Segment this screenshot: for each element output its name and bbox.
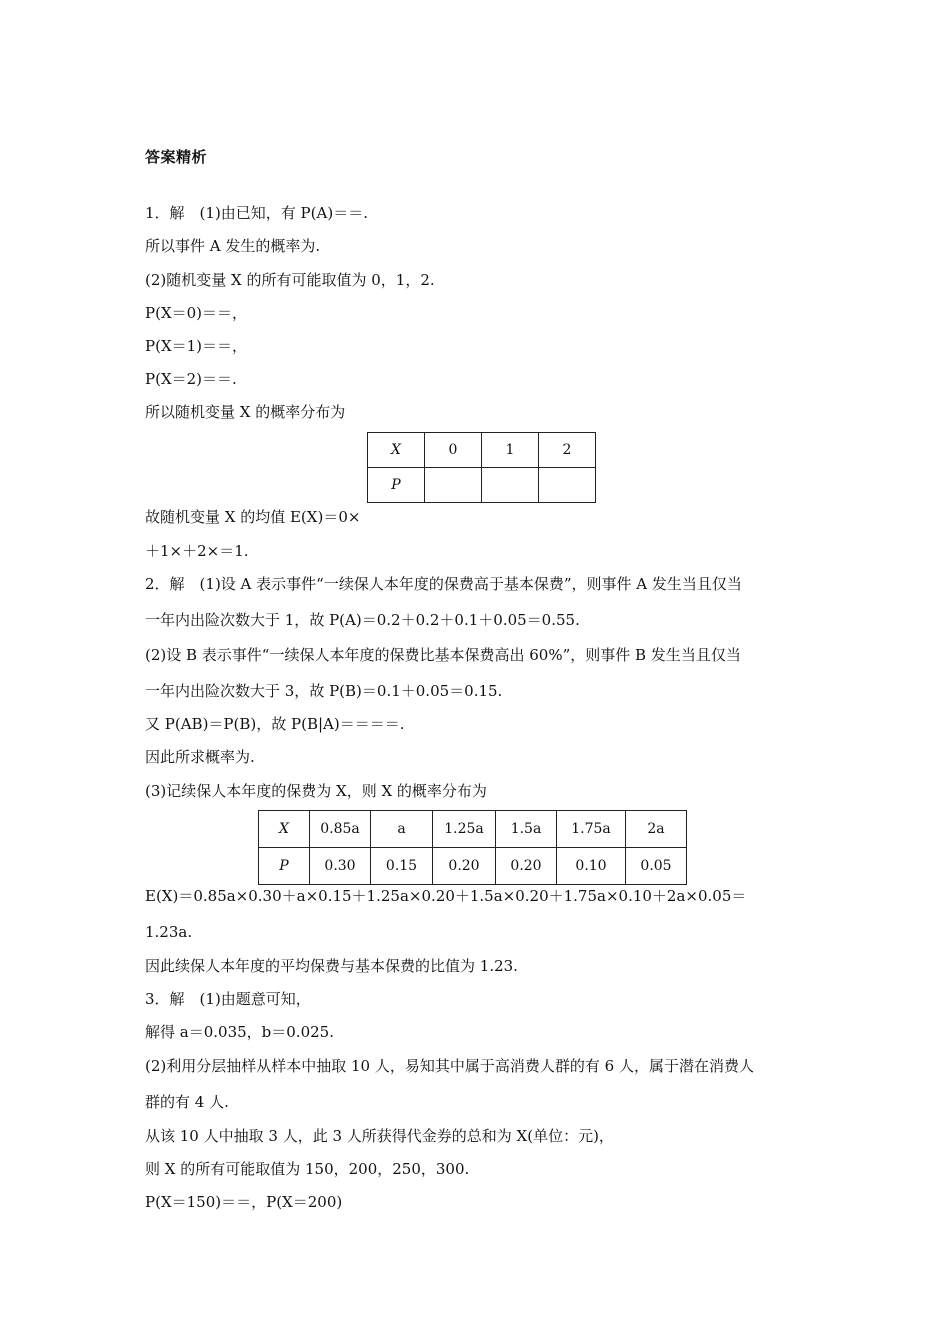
table-cell: 1.75a bbox=[557, 811, 626, 848]
text-line: 从该 10 人中抽取 3 人，此 3 人所获得代金券的总和为 X(单位：元)， bbox=[145, 1127, 614, 1145]
table-cell: 2 bbox=[539, 433, 596, 468]
table-cell: 0.05 bbox=[626, 848, 687, 885]
text-line: ＋1×＋2×＝1. bbox=[145, 542, 249, 560]
table-cell: 1.5a bbox=[496, 811, 557, 848]
table-cell: P bbox=[259, 848, 310, 885]
table-cell: 1.25a bbox=[433, 811, 496, 848]
table-cell: 0.10 bbox=[557, 848, 626, 885]
table-cell bbox=[539, 468, 596, 503]
table-cell: P bbox=[368, 468, 425, 503]
table-cell: 0 bbox=[425, 433, 482, 468]
text-line: 故随机变量 X 的均值 E(X)＝0× bbox=[145, 508, 361, 526]
table-cell: 0.20 bbox=[433, 848, 496, 885]
table-cell bbox=[482, 468, 539, 503]
text-line: 群的有 4 人. bbox=[145, 1093, 229, 1111]
table-row bbox=[368, 468, 596, 503]
table-cell bbox=[425, 468, 482, 503]
table-cell: 0.20 bbox=[496, 848, 557, 885]
text-line: (2)随机变量 X 的所有可能取值为 0，1，2. bbox=[145, 271, 435, 289]
text-line: 一年内出险次数大于 1，故 P(A)＝0.2＋0.2＋0.1＋0.05＝0.55. bbox=[145, 611, 580, 629]
table-cell: X bbox=[259, 811, 310, 848]
table-cell: 1 bbox=[482, 433, 539, 468]
text-line: 解得 a＝0.035，b＝0.025. bbox=[145, 1023, 334, 1041]
text-line: 一年内出险次数大于 3，故 P(B)＝0.1＋0.05＝0.15. bbox=[145, 682, 503, 700]
text-line: 3．解 (1)由题意可知， bbox=[145, 990, 311, 1008]
text-line: P(X＝150)＝＝，P(X＝200) bbox=[145, 1193, 343, 1211]
section-heading: 答案精析 bbox=[145, 148, 208, 166]
text-line: (2)利用分层抽样从样本中抽取 10 人，易知其中属于高消费人群的有 6 人，属于潜在消费人 bbox=[145, 1057, 754, 1075]
table-cell: X bbox=[368, 433, 425, 468]
table-cell: 0.85a bbox=[310, 811, 371, 848]
text-line: 所以随机变量 X 的概率分布为 bbox=[145, 403, 346, 421]
text-line: P(X＝1)＝＝， bbox=[145, 337, 248, 355]
text-line: 2．解 (1)设 A 表示事件“一续保人本年度的保费高于基本保费”，则事件 A 发生当且仅当 bbox=[145, 575, 742, 593]
text-line: 1.23a. bbox=[145, 923, 193, 941]
table-row bbox=[259, 848, 687, 885]
table-cell: 2a bbox=[626, 811, 687, 848]
table-cell: a bbox=[371, 811, 433, 848]
text-line: 因此续保人本年度的平均保费与基本保费的比值为 1.23. bbox=[145, 957, 518, 975]
table-cell: 0.15 bbox=[371, 848, 433, 885]
distribution-table-2 bbox=[258, 810, 687, 885]
text-line: P(X＝0)＝＝， bbox=[145, 304, 248, 322]
distribution-table-1 bbox=[367, 432, 596, 503]
text-line: E(X)＝0.85a×0.30＋a×0.15＋1.25a×0.20＋1.5a×0.20＋1.75a×0.10＋2a×0.05＝ bbox=[145, 887, 747, 905]
table-row bbox=[368, 433, 596, 468]
text-line: (3)记续保人本年度的保费为 X，则 X 的概率分布为 bbox=[145, 782, 487, 800]
text-line: 又 P(AB)＝P(B)，故 P(B|A)＝＝＝＝. bbox=[145, 715, 405, 733]
text-line: 因此所求概率为. bbox=[145, 748, 255, 766]
text-line: 1．解 (1)由已知，有 P(A)＝＝. bbox=[145, 204, 368, 222]
text-line: 则 X 的所有可能取值为 150，200，250，300. bbox=[145, 1160, 470, 1178]
text-line: (2)设 B 表示事件“一续保人本年度的保费比基本保费高出 60%”，则事件 B 发生当且仅当 bbox=[145, 646, 741, 664]
text-line: P(X＝2)＝＝. bbox=[145, 370, 237, 388]
table-cell: 0.30 bbox=[310, 848, 371, 885]
table-row bbox=[259, 811, 687, 848]
text-line: 所以事件 A 发生的概率为. bbox=[145, 237, 321, 255]
